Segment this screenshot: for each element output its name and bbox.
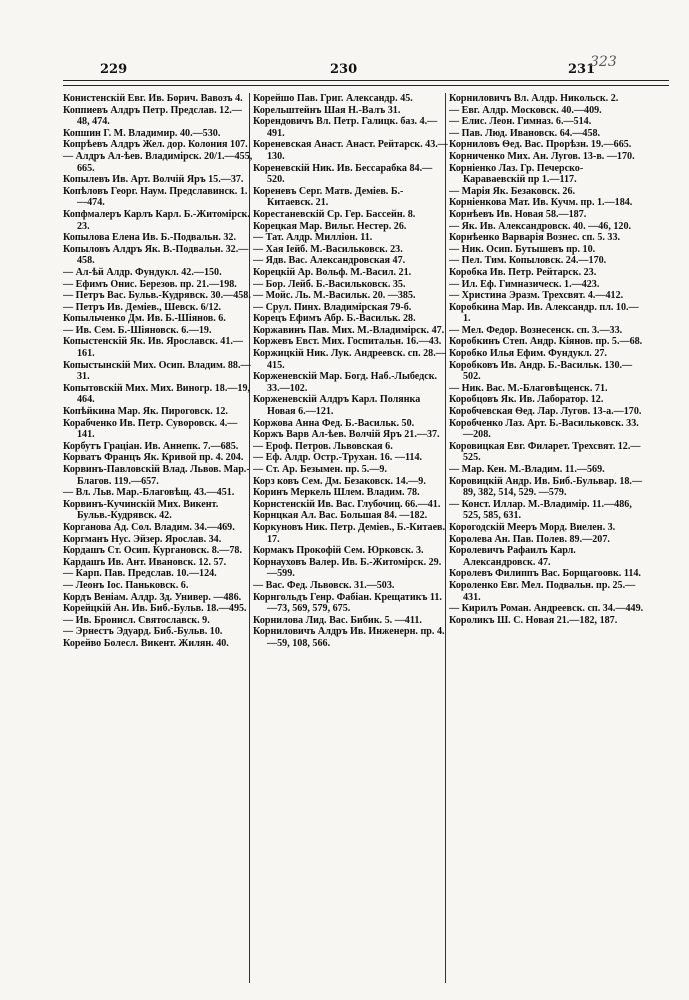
directory-entry: — Мойс. Ль. М.-Васильк. 20. —385. [253, 290, 416, 302]
directory-entry: — Мел. Федор. Вознесенск. сп. 3.—33. [449, 324, 623, 336]
directory-entry: — Ядв. Вас. Александровская 47. [253, 255, 406, 267]
directory-entry: Корельштейнъ Шая Н.-Валъ 31. [253, 104, 401, 116]
directory-entry: Корватъ Францъ Як. Кривой пр. 4. 204. [63, 452, 244, 464]
header-rule-top [63, 80, 669, 81]
directory-entry: — Еф. Алдр. Остр.-Трухан. 16. —114. [253, 452, 423, 464]
page-number-center: 230 [330, 62, 358, 77]
directory-column-right [449, 93, 645, 993]
directory-entry: Коробчевская Ѳед. Лар. Лугов. 13-а.—170. [449, 406, 642, 418]
directory-entry: — Бор. Лейб. Б.-Васильковск. 35. [253, 278, 406, 290]
directory-entry: Кореневскій Ник. Ив. Бессарабка 84.—520. [253, 162, 433, 186]
directory-entry: Корнгольдъ Генр. Фабіан. Крещатикъ 11.—73, 569, 579, 675. [253, 591, 442, 615]
directory-entry: Коробко Илья Ефим. Фундукл. 27. [449, 348, 607, 360]
directory-entry: Кормакъ Прокофій Сем. Юрковск. 3. [253, 545, 424, 557]
directory-entry: Королевичъ Рафаилъ Карл. Александровск. 47. [449, 545, 576, 568]
directory-entry: Корниловъ Ѳед. Вас. Прорѣзн. 19.—665. [449, 139, 632, 151]
directory-entry: Коробкинъ Степ. Андр. Кіянов. пр. 5.—68. [449, 336, 643, 348]
directory-entry: Коровицкій Андр. Ив. Биб.-Бульвар. 18.—89, 382, 514, 529. —579. [449, 475, 643, 499]
directory-entry: Корнилова Лид. Вас. Бибик. 5. —411. [253, 614, 422, 626]
page-number-left: 229 [100, 62, 128, 77]
directory-entry: — Пел. Тим. Копыловск. 24.—170. [449, 255, 607, 267]
directory-entry: — Эрнестъ Эдуард. Биб.-Бульв. 10. [63, 626, 223, 638]
directory-entry: Корженевскій Мар. Богд. Наб.-Лыбедск. 33.—102. [253, 371, 438, 394]
directory-entry: — Леонъ Іос. Паньковск. 6. [63, 579, 189, 591]
directory-entry: Копыльченко Дм. Ив. Б.-Шіянов. 6. [63, 313, 226, 325]
directory-entry: Корейцкій Ан. Ив. Биб.-Бульв. 18.—495. [63, 603, 247, 615]
directory-entry: — Ив. Сем. Б.-Шіяновск. 6.—19. [63, 324, 212, 336]
directory-column-center [253, 93, 449, 993]
directory-entry: — Срул. Пинх. Владимірская 79-б. [253, 301, 412, 313]
directory-entry: Корнцкая Ал. Вас. Большая 84. —182. [253, 510, 428, 522]
directory-entry: Корниловичъ Вл. Алдр. Никольск. 2. [449, 93, 619, 104]
directory-entry: Копшин Г. М. Владимир. 40.—530. [63, 127, 221, 139]
directory-entry: Корецъ Ефимъ Абр. Б.-Васильк. 28. [253, 313, 416, 325]
directory-entry: Копфмалеръ Карлъ Карл. Б.-Житомірск. 23. [63, 208, 250, 232]
directory-entry: Коппиевъ Алдръ Петр. Предслав. 12.—48, 474. [63, 104, 242, 128]
directory-entry: — Вл. Льв. Мар.-Благовѣщ. 43.—451. [63, 487, 235, 499]
directory-entry: — Елис. Леон. Гимназ. 6.—514. [449, 116, 592, 128]
directory-entry: Корганова Ад. Сол. Владим. 34.—469. [63, 521, 235, 533]
directory-entry: Корестаневскій Ср. Гер. Бассейн. 8. [253, 208, 416, 220]
directory-entry: Кардашъ Ив. Ант. Ивановск. 12. 57. [63, 556, 227, 568]
directory-entry: Королевъ Филиппъ Вас. Борщагоовк. 114. [449, 568, 641, 580]
directory-entry: Корецкій Ар. Вольф. М.-Васил. 21. [253, 266, 412, 278]
directory-entry: Коробка Ив. Петр. Рейтарск. 23. [449, 266, 597, 278]
directory-entry: Кореневская Анаст. Анаст. Рейтарск. 43.—130. [253, 139, 448, 162]
directory-entry: — Як. Ив. Александровск. 40. —46, 120. [449, 220, 632, 232]
directory-entry: Королева Ан. Пав. Полев. 89.—207. [449, 533, 610, 545]
directory-entry: Короликъ Ш. С. Новая 21.—182, 187. [449, 614, 618, 626]
directory-entry: — Евг. Алдр. Московск. 40.—409. [449, 104, 602, 116]
directory-entry: — Ероф. Петров. Львовская 6. [253, 440, 393, 452]
directory-entry: — Кирилъ Роман. Андреевск. сп. 34.—449. [449, 603, 644, 615]
directory-entry: — Ст. Ар. Безымен. пр. 5.—9. [253, 464, 387, 475]
directory-entry: Конистенскій Евг. Ив. Борич. Вавозъ 4. [63, 93, 243, 104]
directory-entry: — Конст. Иллар. М.-Владимір. 11.—486, 525, 585, 631. [449, 498, 632, 522]
directory-entry: Коржавинъ Пав. Мих. М.-Владимірск. 47. [253, 324, 445, 336]
directory-entry: Коробченко Лаз. Арт. Б.-Васильковск. 33.—208. [449, 417, 639, 441]
directory-entry: — Вас. Фед. Львовск. 31.—503. [253, 579, 395, 591]
directory-entry: Коробкина Мар. Ив. Александр. пл. 10.—1. [449, 301, 639, 325]
directory-entry: Корніенкова Мат. Ив. Кучм. пр. 1.—184. [449, 197, 633, 209]
directory-entry: Корнауховъ Валер. Ив. Б.-Житомірск. 29.—599. [253, 556, 442, 580]
directory-entry: — Петръ Ив. Деміев., Шевск. 6/12. [63, 301, 222, 313]
directory-entry: Корендовичъ Вл. Петр. Галицк. баз. 4.—491. [253, 116, 438, 139]
directory-entry: Корогодскій Мееръ Морд. Виелен. 3. [449, 521, 616, 533]
directory-entry: Коробцовъ Як. Ив. Лаборатор. 12. [449, 394, 604, 406]
directory-entry: Копытовскій Мих. Мих. Виногр. 18.—19, 464. [63, 382, 251, 406]
directory-entry: Корнѣенко Варварія Вознес. сп. 5. 33. [449, 232, 621, 244]
directory-entry: Корвинъ-Павловскій Влад. Львов. Мар.-Благов. 119.—657. [63, 464, 250, 487]
directory-entry: Копыстынскій Мих. Осип. Владим. 88.—31. [63, 359, 251, 383]
directory-entry: — Тат. Алдр. Милліон. 11. [253, 232, 373, 244]
directory-entry: Кореневъ Серг. Матв. Деміев. Б.-Китаевск. 21. [253, 185, 404, 209]
header-rule-bottom [63, 85, 669, 86]
directory-entry: Корейво Болесл. Викент. Жилян. 40. [63, 637, 229, 649]
directory-entry: — Марія Як. Безаковск. 26. [449, 185, 576, 197]
directory-entry: Кордъ Веніам. Алдр. Зд. Универ. —486. [63, 591, 242, 603]
handwritten-mark: 323 [590, 54, 617, 70]
directory-entry: — Мар. Кен. М.-Владим. 11.—569. [449, 464, 605, 475]
directory-entry: — Ефимъ Онис. Березов. пр. 21.—198. [63, 278, 237, 290]
directory-entry: — Христина Эразм. Трехсвят. 4.—412. [449, 290, 624, 302]
directory-entry: — Ил. Еф. Гимназическ. 1.—423. [449, 278, 600, 290]
directory-entry: Коргманъ Нус. Эйзер. Ярослав. 34. [63, 533, 222, 545]
directory-entry: Корабченко Ив. Петр. Суворовск. 4.—141. [63, 417, 238, 441]
directory-entry: — Ал-ѣй Алдр. Фундукл. 42.—150. [63, 266, 222, 278]
directory-entry: Короленко Евг. Мел. Подвальн. пр. 25.—431. [449, 579, 636, 603]
directory-entry: — Ив. Бронисл. Святославск. 9. [63, 614, 210, 626]
directory-entry: Коровицкая Евг. Филарет. Трехсвят. 12.—525. [449, 440, 641, 464]
page-number-right: 231 [568, 62, 596, 77]
directory-entry: Копѣловъ Георг. Наум. Предславинск. 1.—474. [63, 185, 248, 209]
directory-entry: Корецкая Мар. Вильг. Нестер. 26. [253, 220, 407, 232]
directory-entry: — Ник. Вас. М.-Благовѣщенск. 71. [449, 382, 608, 394]
directory-entry: — Карп. Пав. Предслав. 10.—124. [63, 568, 217, 580]
directory-entry: Копѣйкина Мар. Як. Пироговск. 12. [63, 406, 228, 418]
directory-entry: Корніенко Лаз. Гр. Печерско-Караваевскій пр 1.—117. [449, 162, 584, 186]
directory-entry: Корнстенскій Ив. Вас. Глубочиц. 66.—41. [253, 498, 441, 510]
directory-entry: Коринъ Меркель Шлем. Владим. 78. [253, 487, 420, 499]
directory-entry: — Хая Іейб. М.-Васильковск. 23. [253, 243, 403, 255]
directory-entry: Копылевъ Ив. Арт. Волчій Яръ 15.—37. [63, 174, 244, 186]
directory-entry: — Петръ Вас. Бульв.-Кудрявск. 30.—458. [63, 290, 251, 302]
directory-entry: Корвинъ-Кучинскій Мих. Викент. Бульв.-Кудрявск. 42. [63, 498, 219, 522]
directory-entry: — Ник. Осип. Бутышевъ пр. 10. [449, 243, 596, 255]
directory-entry: Корз ковъ Сем. Дм. Безаковск. 14.—9. [253, 475, 426, 487]
directory-entry: — Пав. Люд. Ивановск. 64.—458. [449, 127, 601, 139]
directory-entry: Корниченко Мих. Ан. Лугов. 13-в. —170. [449, 150, 635, 162]
directory-entry: Корейшо Пав. Григ. Александр. 45. [253, 93, 413, 104]
directory-entry: Корниловичъ Алдръ Ив. Инженерн. пр. 4.—59, 108, 566. [253, 626, 445, 649]
directory-entry: Коркуновъ Ник. Петр. Деміев., Б.-Китаев. 17. [253, 521, 446, 545]
directory-entry: — Алдръ Ал-ѣев. Владимірск. 20/1.—455, 665. [63, 150, 253, 174]
directory-entry: Коржъ Варв Ал-ѣев. Волчій Яръ 21.—37. [253, 429, 440, 441]
directory-entry: Копыловъ Алдръ Як. В.-Подвальн. 32.—458. [63, 243, 249, 267]
directory-entry: Коржова Анна Фед. Б.-Васильк. 50. [253, 417, 415, 429]
directory-entry: Коробковъ Ив. Андр. Б.-Васильк. 130.—502. [449, 359, 633, 383]
directory-entry: Корженевскій Алдръ Карл. Полянка Новая 6.—121. [253, 394, 421, 418]
directory-entry: Корнѣевъ Ив. Новая 58.—187. [449, 208, 587, 220]
directory-entry: Коржицкій Ник. Лук. Андреевск. сп. 28.—415. [253, 348, 446, 371]
directory-entry: Копрѣевъ Алдръ Жел. дор. Колония 107. [63, 139, 248, 151]
directory-column-left [63, 93, 253, 993]
directory-entry: Копылова Елена Ив. Б.-Подвальн. 32. [63, 232, 236, 244]
directory-entry: Копыстенскій Як. Ив. Ярославск. 41.—161. [63, 336, 244, 360]
directory-entry: Кордашъ Ст. Осип. Кургановск. 8.—78. [63, 545, 243, 557]
directory-entry: Корбутъ Граціан. Ив. Аннепк. 7.—685. [63, 440, 239, 452]
directory-entry: Коржевъ Евст. Мих. Госпитальн. 16.—43. [253, 336, 442, 348]
